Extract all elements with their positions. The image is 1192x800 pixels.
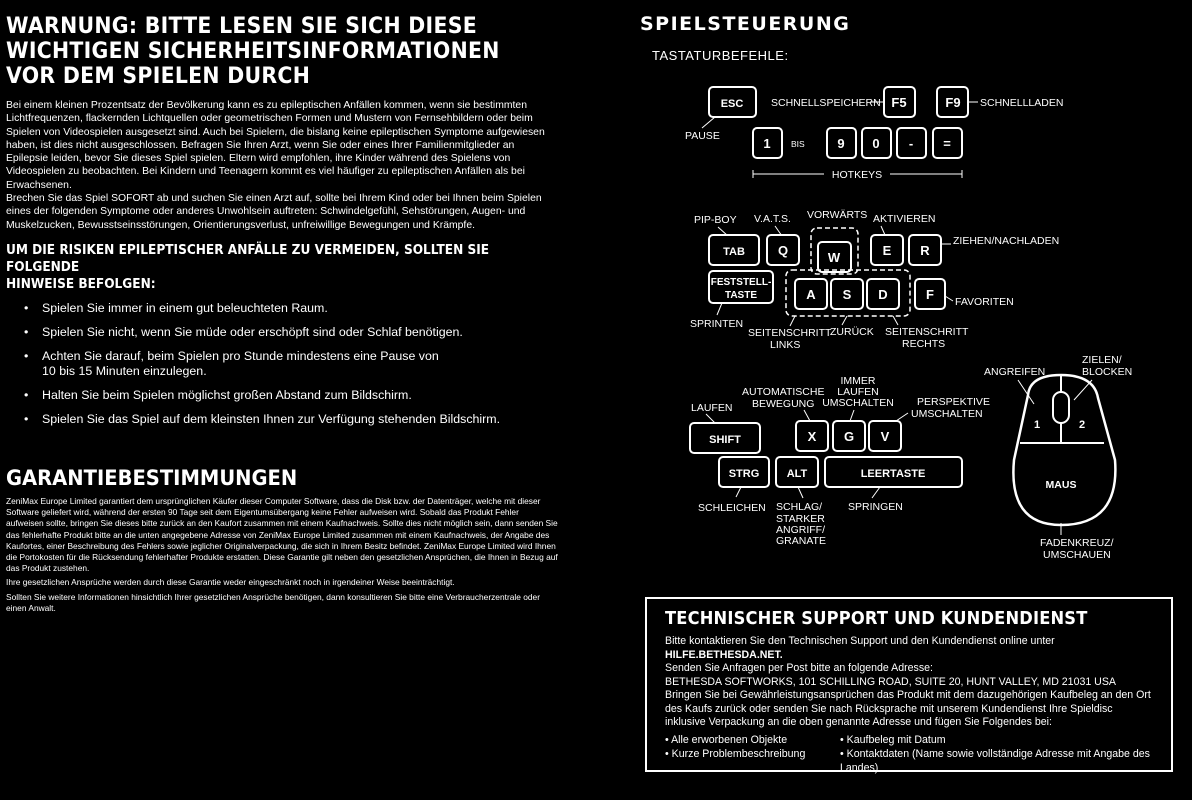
key-capslock-label-2: TASTE <box>724 290 758 301</box>
key-shift-label: SHIFT <box>709 434 741 446</box>
label-forward: VORWÄRTS <box>807 209 868 221</box>
key-equals-label: = <box>943 136 951 151</box>
label-alwaysrun-1: IMMER <box>840 375 876 387</box>
support-line-2: Senden Sie Anfragen per Post bitte an folgende Adresse: <box>665 662 933 674</box>
key-q-label: Q <box>777 243 789 258</box>
support-items <box>665 733 1155 775</box>
warning-subheading: UM DIE RISIKEN EPILEPTISCHER ANFÄLLE ZU VERMEIDEN, SOLLTEN SIE FOLGENDE HINWEISE BEFOLGEN: <box>6 241 490 292</box>
key-g-label: G <box>843 429 855 444</box>
list-item: • Kontaktdaten (Name sowie vollständige Adresse mit Angabe des Landes) <box>840 747 1155 775</box>
key-9-label: 9 <box>837 136 845 151</box>
key-s-label: S <box>842 287 852 302</box>
key-e-label: E <box>882 243 892 258</box>
label-sprint: SPRINTEN <box>690 318 744 330</box>
label-alwaysrun-3: UMSCHALTEN <box>822 397 894 409</box>
key-d-label: D <box>878 287 888 302</box>
key-r-label: R <box>920 243 930 258</box>
label-automove-1: AUTOMATISCHE <box>742 386 825 398</box>
list-item: • Spielen Sie nicht, wenn Sie müde oder erschöpft sind oder Schlaf benötigen. <box>24 325 558 340</box>
label-reload: ZIEHEN/NACHLADEN <box>953 235 1060 247</box>
label-perspective-2: UMSCHALTEN <box>911 408 983 420</box>
label-quickload: SCHNELLLADEN <box>980 97 1064 109</box>
key-minus-label: - <box>908 136 914 151</box>
support-title: TECHNISCHER SUPPORT UND KUNDENDIENST <box>665 609 1088 629</box>
warning-paragraph-2: Brechen Sie das Spiel SOFORT ab und suchen Sie einen Arzt auf, sollte bei Ihrem Kind oder bei Ihnen beim Spielen eines der folgenden Symptome oder anderes Unwohlsein auftreten: Schwindelgefühl, Sehstörungen, Augen- und Muskelzucken, Bewusstseinsstörungen, Orientierungsverlust, unfreiwillige Bewegungen und Krämpfe. <box>6 193 542 231</box>
list-item: • Alle erworbenen Objekte <box>665 733 840 747</box>
warranty-paragraph-2: Ihre gesetzlichen Ansprüche werden durch diese Garantie weder eingeschränkt noch in irgendeiner Weise beeinträchtigt. <box>6 577 455 588</box>
label-alwaysrun-2: LAUFEN <box>837 386 879 398</box>
label-strafe-right-1: SEITENSCHRITT <box>885 326 969 338</box>
list-item: • Halten Sie beim Spielen möglichst großen Abstand zum Bildschirm. <box>24 388 558 403</box>
label-aim-1: ZIELEN/ <box>1082 354 1122 366</box>
key-w-label: W <box>827 250 841 265</box>
label-aim-2: BLOCKEN <box>1082 366 1133 378</box>
key-tab-label: TAB <box>723 246 745 258</box>
label-bash-1: SCHLAG/ <box>776 501 823 513</box>
mouse-button-1-label: 1 <box>1034 419 1041 431</box>
warranty-paragraph-3: Sollten Sie weitere Informationen hinsichtlich Ihrer gesetzlichen Ansprüche benötigen, dann konsultieren Sie bitte eine Verbraucherzentrale oder einen Anwalt. <box>6 591 540 613</box>
key-a-label: A <box>806 287 816 302</box>
controls-title: SPIELSTEUERUNG <box>640 13 851 35</box>
support-line-3: Bringen Sie bei Gewährleistungsansprüchen das Produkt mit dem dazugehörigen Kaufbeleg an den Ort des Kaufs zurück oder senden Sie nach Rücksprache mit unserem Kundendienst Ihre Spieldisc inklusive Verpackung an die oben genannte Adresse und fügen Sie Folgendes bei: <box>665 689 1151 728</box>
keyboard-title: TASTATURBEFEHLE: <box>652 48 789 63</box>
list-item: • Achten Sie darauf, beim Spielen pro Stunde mindestens eine Pause von 10 bis 15 Minuten einzulegen. <box>24 349 558 379</box>
key-f-label: F <box>926 287 934 302</box>
key-strg-label: STRG <box>728 468 760 480</box>
list-item: • Kurze Problembeschreibung <box>665 747 840 775</box>
label-bash-3: ANGRIFF/ <box>776 524 825 536</box>
label-attack: ANGREIFEN <box>984 366 1046 378</box>
label-quicksave: SCHNELLSPEICHERN <box>771 97 881 109</box>
label-jump: SPRINGEN <box>848 501 903 513</box>
label-pipboy: PIP-BOY <box>694 214 737 226</box>
list-item: • Kaufbeleg mit Datum <box>840 733 1155 747</box>
key-esc-label: ESC <box>720 98 744 110</box>
label-vats: V.A.T.S. <box>754 213 791 225</box>
key-v-label: V <box>880 429 890 444</box>
key-alt-label: ALT <box>786 468 808 480</box>
key-f9-label: F9 <box>945 95 961 110</box>
support-link[interactable]: HILFE.BETHESDA.NET. <box>665 648 783 661</box>
label-bis: BIS <box>791 139 805 149</box>
label-strafe-right-2: RECHTS <box>902 338 946 350</box>
key-1-label: 1 <box>763 136 771 151</box>
key-capslock-label-1: FESTSTELL- <box>710 277 772 288</box>
label-bash-4: GRANATE <box>776 535 826 547</box>
mouse-wheel <box>1053 392 1069 423</box>
warranty-title: GARANTIEBESTIMMUNGEN <box>6 465 298 490</box>
label-hotkeys: HOTKEYS <box>831 169 883 181</box>
warranty-paragraph-1: ZeniMax Europe Limited garantiert dem ursprünglichen Käufer dieser Computer Software, dass die Disk bzw. der Datenträger, welche mit dieser Software geliefert wird, während der ersten 90 Tage seit dem Eigentumsübergang keine Fehler aufweisen wird. Sobald das Produkt Fehler aufweisen sollte, bringen Sie dieses bitte zurück an den Kaufort zusammen mit einem Kaufnachweis. Sollte dies nicht möglich sein, dann senden Sie das fehlerhafte Produkt bitte an die unten angegebene Adresse von ZeniMax Europe Limited zusammen mit einem Kaufnachweis, der Angabe des Kaufortes, einer Beschreibung des Fehlers sowie jeglicher Originalverpackung, die sich in Ihrem Besitz befindet. ZeniMax Europe Limited wird Ihnen die Portokosten für die Rücksendung fehlerhafter Produkte erstatten. Diese Garantie gilt neben den gesetzlichen Ansprüchen, die Ihnen in Bezug auf das Produkt zustehen. <box>6 495 558 574</box>
label-favorites: FAVORITEN <box>955 296 1014 308</box>
support-line-1: Bitte kontaktieren Sie den Technischen Support und den Kundendienst online unter HILFE.BETHESDA.NET. <box>665 635 1055 661</box>
label-look-1: FADENKREUZ/ <box>1040 537 1114 549</box>
label-sneak: SCHLEICHEN <box>698 502 766 514</box>
mouse-label: MAUS <box>1045 479 1077 491</box>
label-back: ZURÜCK <box>830 326 874 338</box>
mouse-button-2-label: 2 <box>1079 419 1086 431</box>
support-box <box>645 597 1173 772</box>
label-activate: AKTIVIEREN <box>873 213 936 225</box>
label-pause: PAUSE <box>685 130 720 142</box>
label-bash-2: STARKER <box>776 513 825 525</box>
key-space-label: LEERTASTE <box>860 468 926 480</box>
warning-paragraph-1: Bei einem kleinen Prozentsatz der Bevölkerung kann es zu epileptischen Anfällen kommen, wenn sie bestimmten Lichtfrequenzen, flackernden Lichtquellen oder geometrischen Formen und Mustern von Fernsehbildern oder beim Spielen von Videospielen ausgesetzt sind. Auch bei Spielern, die bislang keine epileptischen Symptome aufgewiesen haben, ist dies nicht ausgeschlossen. Befragen Sie Ihren Arzt, wenn Sie oder eines Ihrer Familienmitglieder an Epilepsie leiden, bevor Sie dieses Spiel spielen. Eltern wird empfohlen, ihre Kinder während des Spielens von Videospielen zu beobachten. Bei Kindern und Teenagern kommt es viel häufiger zu epileptischen Anfällen als bei Erwachsenen. <box>6 100 545 191</box>
key-0-label: 0 <box>872 136 880 151</box>
support-address: BETHESDA SOFTWORKS, 101 SCHILLING ROAD, SUITE 20, HUNT VALLEY, MD 21031 USA <box>665 675 1116 688</box>
key-x-label: X <box>807 429 817 444</box>
label-perspective-1: PERSPEKTIVE <box>917 396 990 408</box>
label-look-2: UMSCHAUEN <box>1043 549 1111 561</box>
key-f5-label: F5 <box>891 95 907 110</box>
warning-title: WARNUNG: BITTE LESEN SIE SICH DIESE WICHTIGEN SICHERHEITSINFORMATIONEN VOR DEM SPIELEN DURCH <box>6 14 500 89</box>
list-item: • Spielen Sie das Spiel auf dem kleinsten Ihnen zur Verfügung stehenden Bildschirm. <box>24 412 558 427</box>
label-strafe-left-2: LINKS <box>770 339 801 351</box>
label-strafe-left-1: SEITENSCHRITT <box>748 327 832 339</box>
list-item: • Spielen Sie immer in einem gut beleuchteten Raum. <box>24 301 558 316</box>
label-run: LAUFEN <box>691 402 733 414</box>
label-automove-2: BEWEGUNG <box>752 398 815 410</box>
